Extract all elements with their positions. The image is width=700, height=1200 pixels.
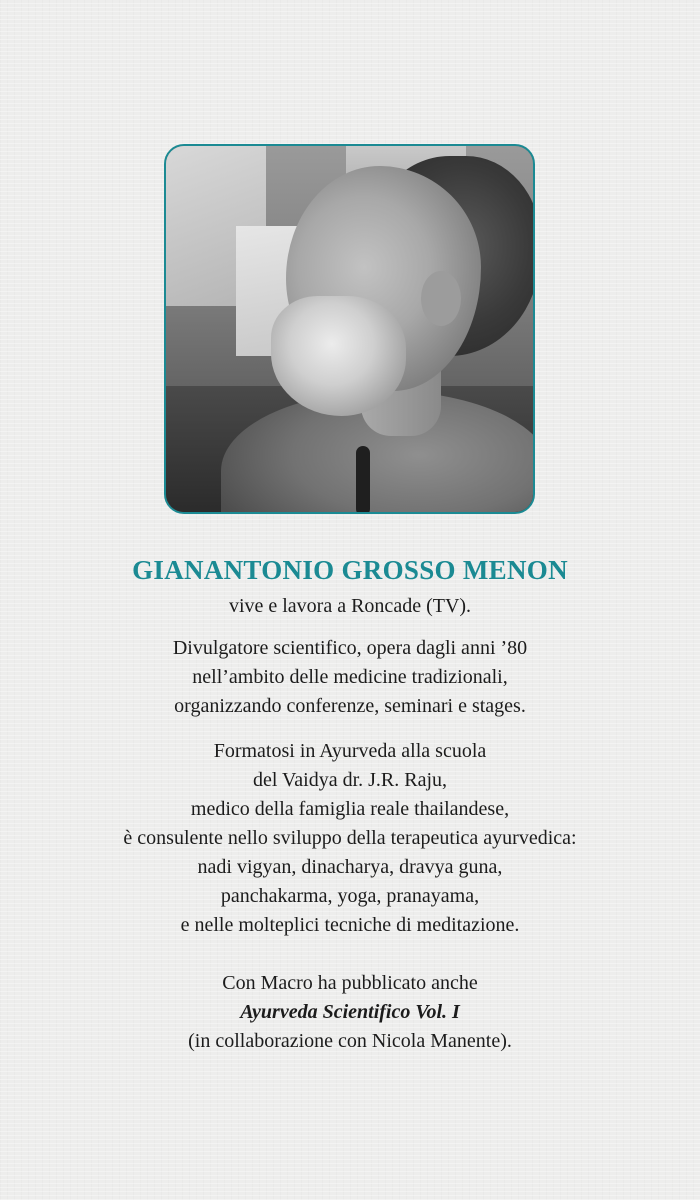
bio-line: è consulente nello sviluppo della terapeutica ayurvedica: xyxy=(123,827,577,849)
bio-line: organizzando conferenze, seminari e stages. xyxy=(174,695,526,717)
bio-line: Formatosi in Ayurveda alla scuola xyxy=(213,740,487,762)
author-name: GIANANTONIO GROSSO MENON xyxy=(132,555,568,585)
author-photo xyxy=(164,144,535,514)
bio-line: nadi vigyan, dinacharya, dravya guna, xyxy=(197,856,503,878)
bio-paragraph-3 xyxy=(40,969,660,1056)
bio-line: medico della famiglia reale thailandese, xyxy=(190,798,510,820)
bio-line: panchakarma, yoga, pranayama, xyxy=(220,885,480,907)
bio-line: del Vaidya dr. J.R. Raju, xyxy=(252,769,448,791)
book-title: Ayurveda Scientifico Vol. I xyxy=(240,1001,460,1023)
bio-line: nell’ambito delle medicine tradizionali, xyxy=(192,666,508,688)
bio-line: Divulgatore scientifico, opera dagli anni ’80 xyxy=(172,637,528,659)
bio-paragraph-2 xyxy=(40,737,660,940)
author-portrait-image xyxy=(166,146,533,512)
bio-line: e nelle molteplici tecniche di meditazione. xyxy=(180,914,520,936)
bio-paragraph-1 xyxy=(40,634,660,721)
bio-line: (in collaborazione con Nicola Manente). xyxy=(188,1030,512,1052)
tagline-line: vive e lavora a Roncade (TV). xyxy=(228,595,472,617)
author-tagline xyxy=(40,592,660,621)
bio-line: Con Macro ha pubblicato anche xyxy=(222,972,478,994)
